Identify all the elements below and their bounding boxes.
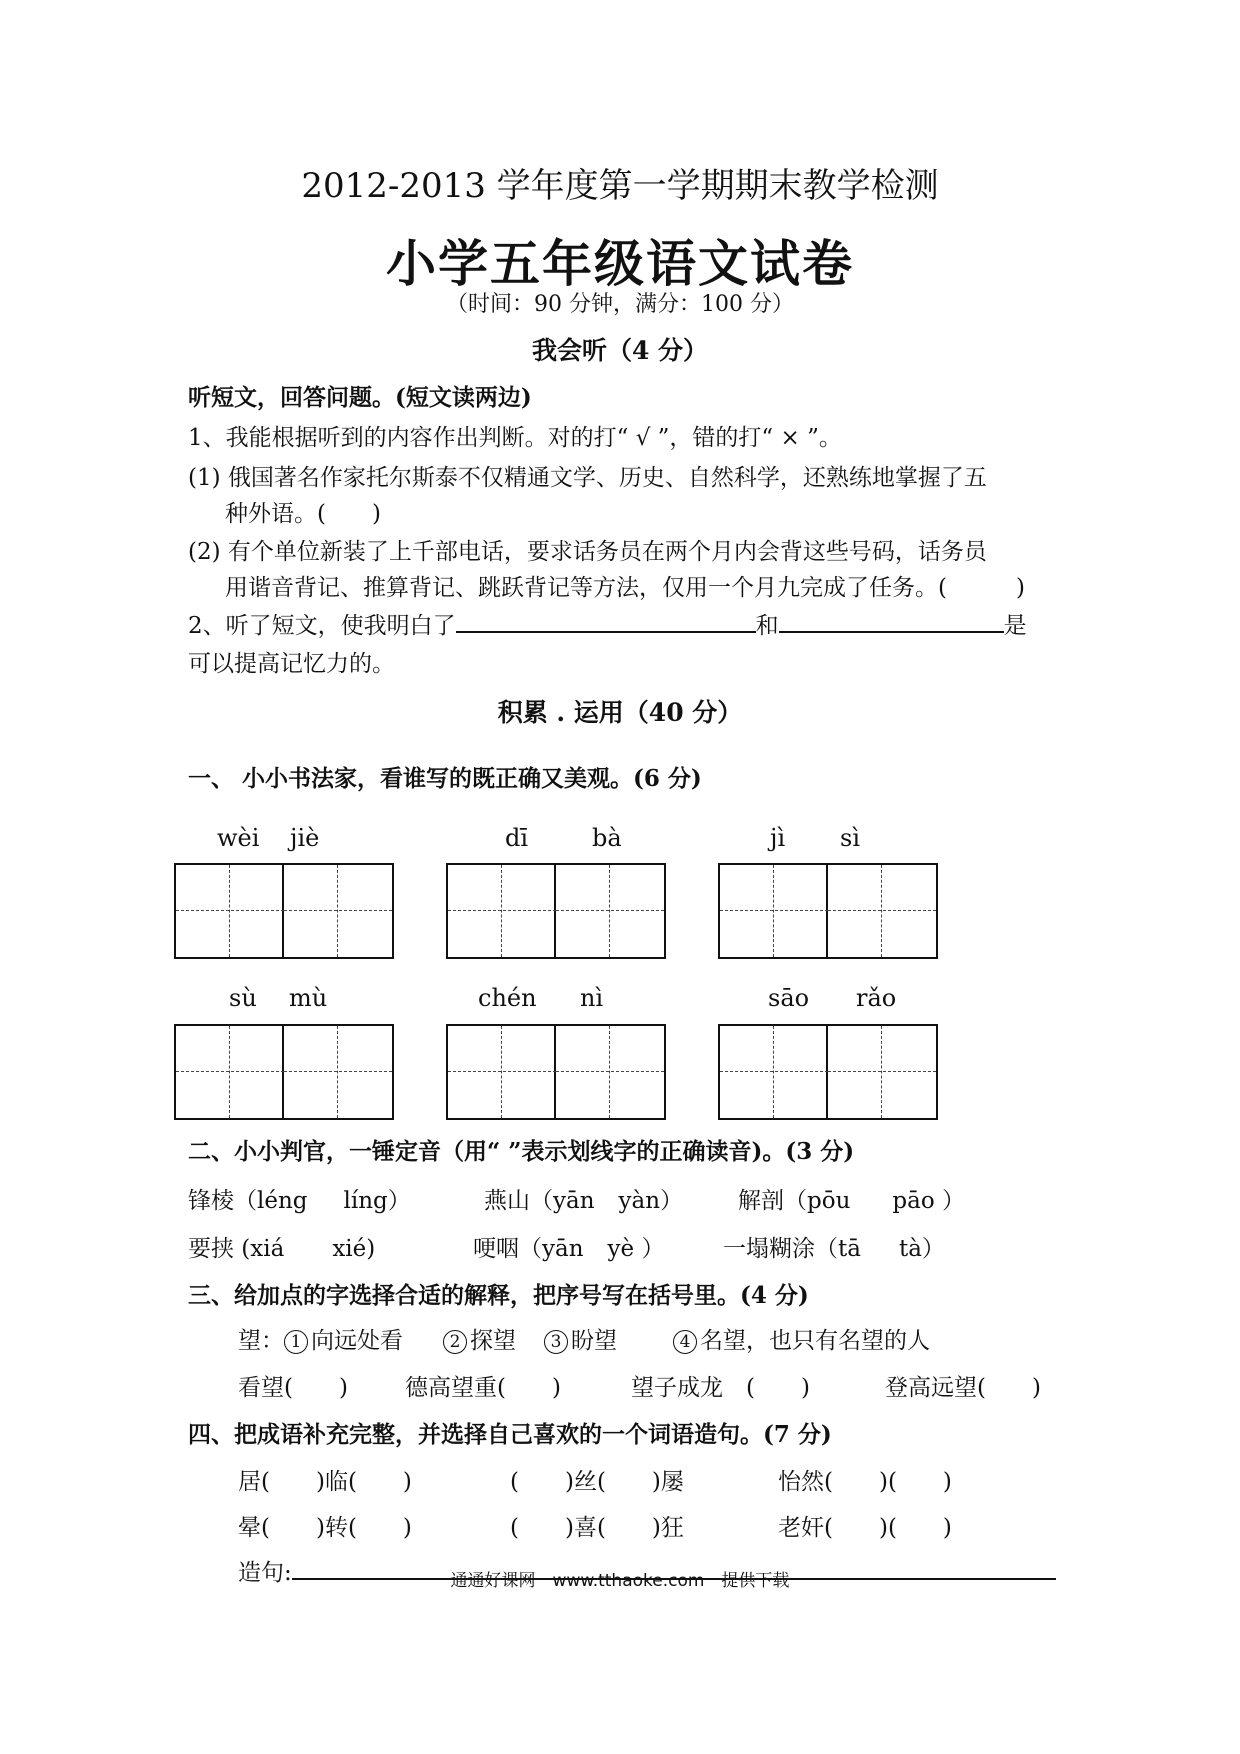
circled-number: 3 bbox=[544, 1330, 568, 1354]
section3-options bbox=[238, 1322, 930, 1355]
pinyin-jisi-b: sì bbox=[840, 824, 860, 852]
writing-grid-saorao[interactable] bbox=[718, 1024, 938, 1120]
alt-reading: líng） bbox=[343, 1188, 411, 1214]
section3-word-4: 登高远望( ) bbox=[885, 1375, 1041, 1401]
pinyin-chenni-a: chén bbox=[478, 984, 537, 1012]
exam-year-title: 2012-2013 学年度第一学期期末教学检测 bbox=[301, 166, 939, 206]
section3-word-3: 望子成龙 ( ) bbox=[631, 1375, 810, 1401]
option-text: 探望 bbox=[470, 1328, 516, 1354]
section2-item-yitahutu bbox=[723, 1230, 945, 1263]
idiom-1: 居( )临( ) bbox=[238, 1469, 412, 1495]
alt-reading: yàn） bbox=[618, 1188, 684, 1214]
circled-number: 2 bbox=[443, 1330, 467, 1354]
section1-heading: 一、 小小书法家，看谁写的既正确又美观。(6 分) bbox=[188, 765, 702, 792]
pinyin-weijie-a: wèi bbox=[217, 824, 260, 852]
listening-instruction: 听短文，回答问题。(短文读两边) bbox=[188, 384, 532, 411]
listening-q1-1-line2: 种外语。( ) bbox=[225, 501, 381, 527]
q2-blank-1[interactable] bbox=[456, 609, 756, 633]
idiom-3: 怡然( )( ) bbox=[778, 1469, 952, 1495]
accumulation-heading: 积累 . 运用（40 分） bbox=[497, 698, 743, 727]
sentence-label: 造句: bbox=[238, 1560, 292, 1586]
section2-heading: 二、小小判官，一锤定音（用“ ”表示划线字的正确读音)。(3 分) bbox=[188, 1138, 855, 1165]
writing-grid-sumu[interactable] bbox=[174, 1024, 394, 1120]
writing-grid-diba[interactable] bbox=[446, 863, 666, 959]
option-text: 向远处看 bbox=[311, 1328, 403, 1354]
idiom-4: 晕( )转( ) bbox=[238, 1515, 412, 1541]
pinyin-chenni-b: nì bbox=[580, 984, 604, 1012]
pinyin-diba-a: dī bbox=[505, 824, 529, 852]
listening-q1-1-line1: (1) 俄国著名作家托尔斯泰不仅精通文学、历史、自然科学，还熟练地掌握了五 bbox=[188, 465, 987, 491]
section2-item-gengye bbox=[473, 1230, 664, 1263]
listening-q1-2-line1: (2) 有个单位新装了上千部电话，要求话务员在两个月内会背这些号码，话务员 bbox=[188, 539, 987, 565]
q2-prefix: 2、听了短文，使我明白了 bbox=[188, 613, 456, 639]
listening-q1-2-line2: 用谐音背记、推算背记、跳跃背记等方法，仅用一个月九完成了任务。( ) bbox=[225, 575, 1025, 601]
word-text: 解剖（pōu bbox=[738, 1188, 851, 1214]
alt-reading: yè ） bbox=[607, 1236, 665, 1262]
writing-grid-chenni[interactable] bbox=[446, 1024, 666, 1120]
pinyin-weijie-b: jiè bbox=[290, 824, 320, 852]
listening-q1: 1、我能根据听到的内容作出判断。对的打“ √ ”，错的打“ × ”。 bbox=[188, 425, 842, 451]
word-text: 一塌糊涂（tā bbox=[723, 1236, 861, 1262]
q2-middle: 和 bbox=[755, 613, 779, 639]
word-text: 燕山（yān bbox=[484, 1188, 595, 1214]
idiom-2: ( )丝( )屡 bbox=[510, 1469, 684, 1495]
section2-item-yaoxie bbox=[188, 1230, 375, 1263]
word-text: 锋棱（léng bbox=[188, 1188, 308, 1214]
idiom-6: 老奸( )( ) bbox=[778, 1515, 952, 1541]
circled-number: 1 bbox=[284, 1330, 308, 1354]
section2-item-lengling bbox=[188, 1182, 411, 1215]
writing-grid-jisi[interactable] bbox=[718, 863, 938, 959]
section3-word-1: 看望( ) bbox=[238, 1375, 348, 1401]
section2-item-jiepou bbox=[738, 1182, 965, 1215]
circled-number: 4 bbox=[673, 1330, 697, 1354]
pinyin-jisi-a: jì bbox=[770, 824, 786, 852]
section3-word-2: 德高望重( ) bbox=[405, 1375, 561, 1401]
footer-credit: 通通好课网 www.tthaoke.com 提供下载 bbox=[450, 1571, 790, 1591]
option-text: 名望，也只有名望的人 bbox=[700, 1328, 930, 1354]
section4-heading: 四、把成语补充完整，并选择自己喜欢的一个词语造句。(7 分) bbox=[188, 1421, 832, 1448]
pinyin-saorao-b: rǎo bbox=[856, 984, 897, 1012]
alt-reading: pāo ） bbox=[892, 1188, 965, 1214]
section3-heading: 三、给加点的字选择合适的解释，把序号写在括号里。(4 分) bbox=[188, 1282, 809, 1309]
exam-main-title: 小学五年级语文试卷 bbox=[386, 234, 854, 293]
alt-reading: xié) bbox=[332, 1236, 376, 1262]
pinyin-sumu-a: sù bbox=[229, 984, 257, 1012]
pinyin-saorao-a: sāo bbox=[768, 984, 810, 1012]
exam-info: （时间：90 分钟，满分：100 分） bbox=[446, 292, 794, 317]
pinyin-sumu-b: mù bbox=[289, 984, 328, 1012]
section2-item-yanshan bbox=[484, 1182, 683, 1215]
q2-suffix: 是 bbox=[1003, 613, 1027, 639]
option-text: 盼望 bbox=[571, 1328, 617, 1354]
option-label: 望： bbox=[238, 1328, 284, 1354]
listening-q2 bbox=[188, 607, 1027, 640]
writing-grid-weijie[interactable] bbox=[174, 863, 394, 959]
word-text: 哽咽（yān bbox=[473, 1236, 584, 1262]
idiom-5: ( )喜( )狂 bbox=[510, 1515, 684, 1541]
q2-blank-2[interactable] bbox=[779, 609, 1004, 633]
pinyin-diba-b: bà bbox=[592, 824, 622, 852]
listening-q2-line2: 可以提高记忆力的。 bbox=[188, 651, 395, 677]
listening-heading: 我会听（4 分） bbox=[531, 336, 709, 365]
word-text: 要挟 (xiá bbox=[188, 1236, 285, 1262]
alt-reading: tà） bbox=[898, 1236, 945, 1262]
